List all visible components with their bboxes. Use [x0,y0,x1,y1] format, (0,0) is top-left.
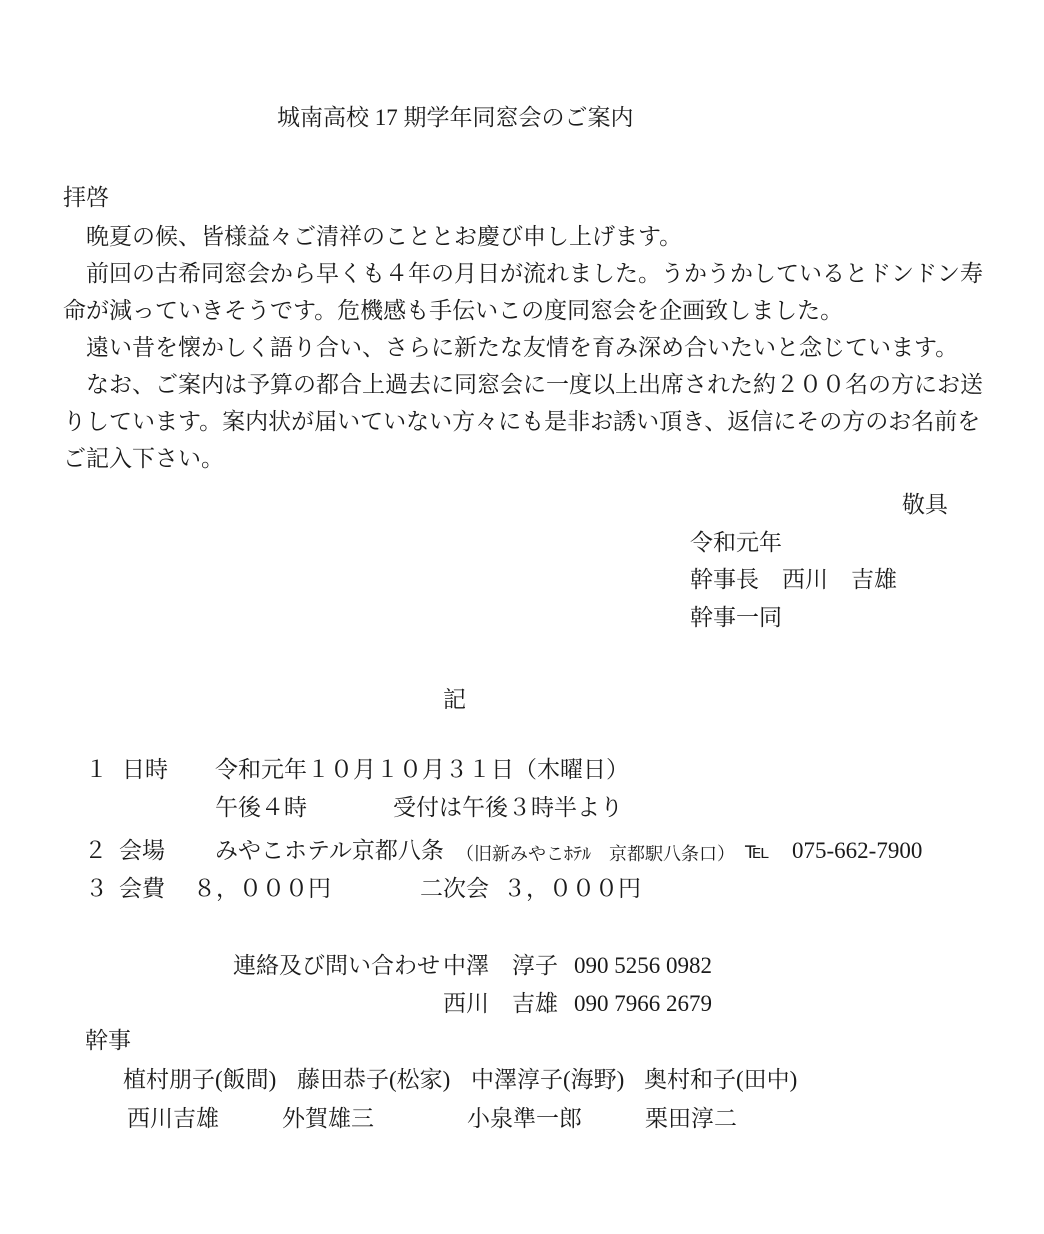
body-line: 命が減っていきそうです。危機感も手伝いこの度同窓会を企画致しました。 [63,298,844,323]
contact-phone: 090 5256 0982 [574,953,712,978]
contact-name: 西川 吉雄 [443,991,558,1016]
organizer-name: 西川吉雄 [127,1106,219,1131]
item1-reception-time: 受付は午後３時半より [393,795,623,820]
body-line: りしています。案内状が届いていない方々にも是非お誘い頂き、返信にその方のお名前を [63,409,981,434]
item3-fee: ８，０００円 [193,876,331,901]
item2-number: ２ [84,838,107,863]
contact-entry [443,951,712,981]
body-line: 前回の古希同窓会から早くも４年の月日が流れました。うかうかしているとドンドン寿 [63,261,983,286]
item3-label: 会費 [119,876,165,901]
tel-icon: ℡ [745,838,770,863]
organizer-name: 中澤淳子(海野) [471,1067,625,1092]
record-mark: 記 [443,687,466,712]
letter-title: 城南高校 17 期学年同窓会のご案内 [277,105,634,130]
organizer-name: 奥村和子(田中) [644,1067,798,1092]
item3-after-party-label: 二次会 [420,876,489,901]
item2-venue-name: みやこホテル京都八条 [215,838,444,863]
item1-number: １ [85,757,108,782]
contact-name: 中澤 淳子 [443,953,558,978]
item3-after-party-fee: ３，０００円 [503,876,641,901]
salutation: 拝啓 [63,185,109,210]
body-line: 晩夏の候、皆様益々ご清祥のこととお慶び申し上げます。 [63,224,683,249]
signature-era-line: 令和元年 [690,530,782,555]
item1-date: 令和元年１０月１０月３１日（木曜日） [215,757,629,782]
item2-label: 会場 [119,838,165,863]
contact-heading: 連絡及び問い合わせ [233,953,440,978]
contact-entry [443,989,712,1019]
item3-number: ３ [85,876,108,901]
organizer-name: 小泉準一郎 [467,1106,582,1131]
item1-start-time: 午後４時 [215,795,307,820]
contact-phone: 090 7966 2679 [574,991,712,1016]
body-line: なお、ご案内は予算の都合上過去に同窓会に一度以上出席された約２００名の方にお送 [63,372,983,397]
item2-venue-note: （旧新みやこﾎﾃﾙ 京都駅八条口） [456,844,735,864]
item1-label: 日時 [122,757,168,782]
organizers-heading: 幹事 [85,1028,131,1053]
closing-word: 敬具 [902,492,948,517]
signature-committee-line: 幹事一同 [690,605,782,630]
body-line: ご記入下さい。 [63,446,224,471]
item2-phone-number: 075-662-7900 [792,838,923,863]
organizer-name: 植村朋子(飯間) [123,1067,277,1092]
organizer-name: 藤田恭子(松家) [297,1067,451,1092]
signature-chief-line: 幹事長 西川 吉雄 [690,567,897,592]
body-line: 遠い昔を懐かしく語り合い、さらに新たな友情を育み深め合いたいと念じています。 [63,335,959,360]
organizer-name: 外賀雄三 [282,1106,374,1131]
organizer-name: 栗田淳二 [645,1106,737,1131]
